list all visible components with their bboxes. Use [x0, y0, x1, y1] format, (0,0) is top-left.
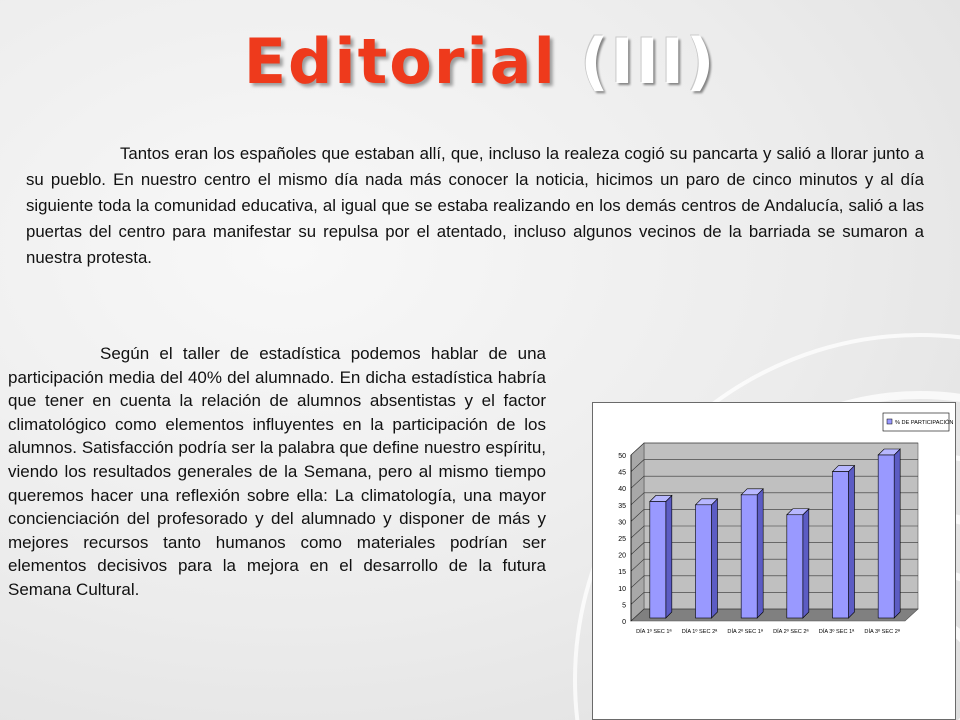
bar	[650, 501, 666, 618]
title-main: Editorial	[243, 25, 557, 98]
paragraph-statistics	[8, 342, 546, 602]
participation-chart-svg	[593, 403, 955, 719]
bar	[741, 495, 757, 618]
bar	[878, 455, 894, 618]
y-tick-label: 15	[618, 569, 626, 577]
y-tick-label: 40	[618, 486, 626, 494]
y-tick-label: 30	[618, 519, 626, 527]
bar	[696, 505, 712, 618]
bar	[833, 472, 849, 618]
bar-side	[712, 499, 718, 618]
bar-side	[894, 449, 900, 618]
legend-swatch	[887, 419, 892, 424]
page-title	[0, 22, 960, 102]
y-tick-label: 50	[618, 453, 626, 460]
x-tick-label: DÍA 2º SEC 1ª	[727, 629, 763, 635]
x-tick-label: DÍA 3º SEC 2ª	[864, 629, 900, 635]
bar-side	[666, 495, 672, 618]
bar-side	[757, 489, 763, 618]
y-tick-label: 10	[618, 585, 626, 593]
chart-floor	[631, 609, 918, 621]
paragraph-protest-text: Tantos eran los españoles que estaban allí, que, incluso la realeza cogió su pancarta y salió a llorar junto a su pueblo. En nuestro centro el mismo día nada más conocer la noticia, hicimos un paro de cinco minutos y al día siguiente toda la comunidad educativa, al igual que se estaba realizando en los demás centros de Andalucía, salió a las puertas del centro para manifestar su repulsa por el atentado, incluso algunos vecinos de la barriada se sumaron a nuestra protesta.	[26, 144, 924, 267]
legend-label: % DE PARTICIPACIÓN	[895, 420, 954, 426]
x-tick-label: DÍA 2º SEC 2ª	[773, 629, 809, 635]
paragraph-protest	[26, 141, 924, 271]
x-tick-label: DÍA 1º SEC 2ª	[681, 629, 718, 635]
y-tick-label: 35	[618, 502, 626, 510]
x-tick-label: DÍA 1º SEC 1ª	[636, 629, 672, 635]
y-tick-label: 45	[618, 469, 626, 477]
y-tick-label: 5	[622, 602, 626, 610]
y-tick-label: 25	[618, 536, 626, 543]
x-tick-label: DÍA 3º SEC 1ª	[818, 629, 855, 635]
participation-chart	[592, 402, 956, 720]
y-tick-label: 0	[622, 619, 626, 626]
bar-side	[849, 466, 855, 618]
y-tick-label: 20	[618, 552, 626, 560]
title-number: (III)	[580, 25, 717, 98]
bar	[787, 515, 803, 618]
bar-side	[803, 509, 809, 618]
paragraph-statistics-text: Según el taller de estadística podemos hablar de una participación media del 40% del alumnado. En dicha estadística habría que tener en cuenta la relación de alumnos absentistas y el factor climatológico como elementos influyentes en la participación de los alumnos. Satisfacción podría ser la palabra que define nuestro espíritu, viendo los resultados generales de la Semana, pero al mismo tiempo queremos hacer una reflexión sobre ella: La climatología, una mayor concienciación del profesorado y del alumnado y disponer de más y mejores recursos tanto humanos como materiales podrían ser elementos decisivos para la mejora en el desarrollo de la futura Semana Cultural.	[8, 344, 546, 599]
